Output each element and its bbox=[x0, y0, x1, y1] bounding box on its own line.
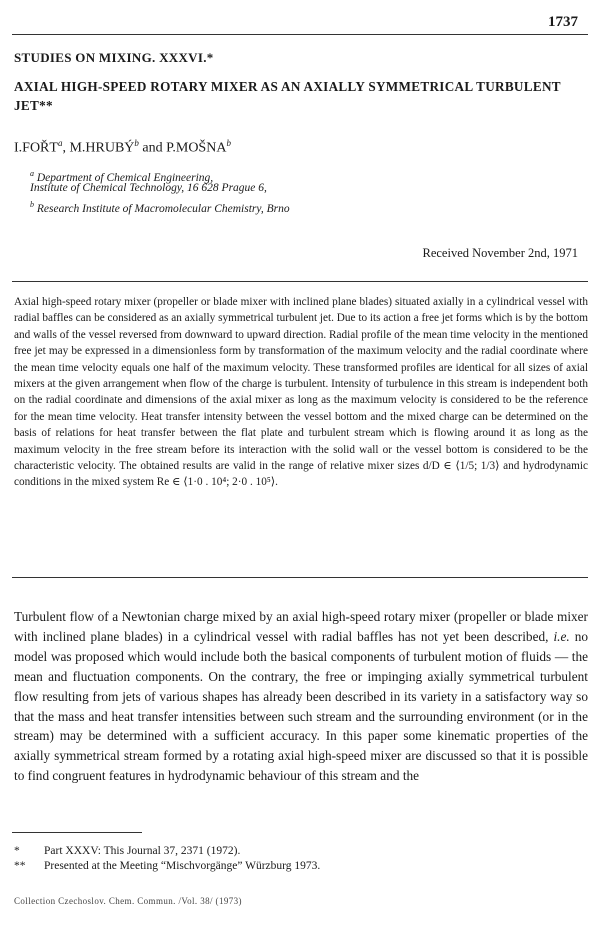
body-paragraph bbox=[14, 607, 588, 786]
footnote bbox=[14, 860, 320, 872]
body-italic: i.e. bbox=[553, 628, 570, 644]
affiliation-sup: b bbox=[30, 200, 34, 209]
header-rule bbox=[12, 34, 588, 35]
author-separator: , bbox=[62, 140, 70, 156]
page-number: 1737 bbox=[548, 14, 578, 30]
author-name: I.FOŘT bbox=[14, 140, 58, 156]
journal-footer: Collection Czechoslov. Chem. Commun. /Vol. 38/ (1973) bbox=[14, 896, 242, 906]
abstract-bottom-rule bbox=[12, 577, 588, 578]
affiliation-text: Institute of Chemical Technology, 16 628 Prague 6, bbox=[30, 182, 267, 194]
body-text: no model was proposed which would include both the basical components of turbulent motion of fluids — the mean and fluctuation components. On the contrary, the free or impinging axially symmetrical turbulent flow resulting from jets of various shapes has already been described in its variety in a satisfactory way so that the mass and heat transfer intensities between such stream and the surrounding environment (or in the stream) may be determined with a sufficient accuracy. In this paper some kinematic properties of the axially symmetrical stream formed by a rotating axial high-speed mixer are discussed so that it is possible to find congruent features in hydrodynamic behaviour of this stream and the bbox=[14, 628, 589, 784]
affiliation bbox=[30, 197, 290, 217]
series-title: STUDIES ON MIXING. XXXVI.* bbox=[14, 50, 214, 65]
author-name: M.HRUBÝ bbox=[69, 140, 135, 156]
footnote-rule bbox=[12, 832, 142, 833]
footnote bbox=[14, 845, 240, 857]
body-text: Turbulent flow of a Newtonian charge mixed by an axial high-speed rotary mixer (propeller or blade mixer with inclined plane blades) in a cylindrical vessel with radial baffles has not yet been described, bbox=[14, 609, 588, 644]
affiliation-text: Department of Chemical Engineering, bbox=[36, 171, 214, 184]
author-sup: a bbox=[57, 138, 63, 148]
affiliation-text: Research Institute of Macromolecular Chemistry, Brno bbox=[36, 202, 290, 215]
affiliation-sup: a bbox=[30, 169, 34, 178]
footnote-mark: * bbox=[14, 845, 20, 857]
author-separator: and bbox=[138, 140, 167, 156]
author-sup: b bbox=[134, 138, 139, 148]
author-sup: b bbox=[226, 138, 231, 148]
author-name: P.MOŠNA bbox=[166, 140, 227, 156]
article-title: AXIAL HIGH-SPEED ROTARY MIXER AS AN AXIALLY SYMMETRICAL TURBULENT JET** bbox=[14, 79, 561, 113]
footnote-text: Part XXXV: This Journal 37, 2371 (1972). bbox=[44, 845, 241, 857]
footnote-mark: ** bbox=[14, 860, 26, 872]
abstract: Axial high-speed rotary mixer (propeller or blade mixer with inclined plane blades) situated axially in a cylindrical vessel with radial baffles can be considered as an axially symmetrical turbulent jet. Due to its action a free jet forms which is by the bottom and walls of the vessel reversed from downward to upward direction. Radial profile of the mean time velocity in the mentioned free jet may be expressed in a dimensionless form by transformation of the maximum velocity and the radial coordinate where the mean time velocity equals one half of the maximum velocity. These transformed profiles are identical for all sizes of axial mixers at the given arrangement when flow of the charge is turbulent. Intensity of turbulence in this stream is independent both on the radial coordinate and dimensions of the axial mixer as long as the maximum velocity is considered to be the reference for the mean time velocity. Heat transfer intensity between the vessel bottom and the mixed charge can be determined on the basis of relations for heat transfer between the flat plate and turbulent stream which is flowing around it as long as the maximum velocity in the free stream before its interaction with the solid wall or the vessel bottom is considered to be the characteristic velocity. The obtained results are valid in the range of relative mixer sizes d/D ∈ ⟨1/5; 1/3⟩ and hydrodynamic conditions in the mixed system Re ∈ ⟨1·0 . 10⁴; 2·0 . 10⁵⟩. bbox=[14, 296, 588, 489]
affiliation bbox=[30, 181, 267, 196]
received-date: Received November 2nd, 1971 bbox=[422, 246, 578, 260]
author-line bbox=[14, 138, 231, 157]
abstract-top-rule bbox=[12, 281, 588, 282]
footnote-text: Presented at the Meeting “Mischvorgänge” Würzburg 1973. bbox=[44, 860, 321, 872]
